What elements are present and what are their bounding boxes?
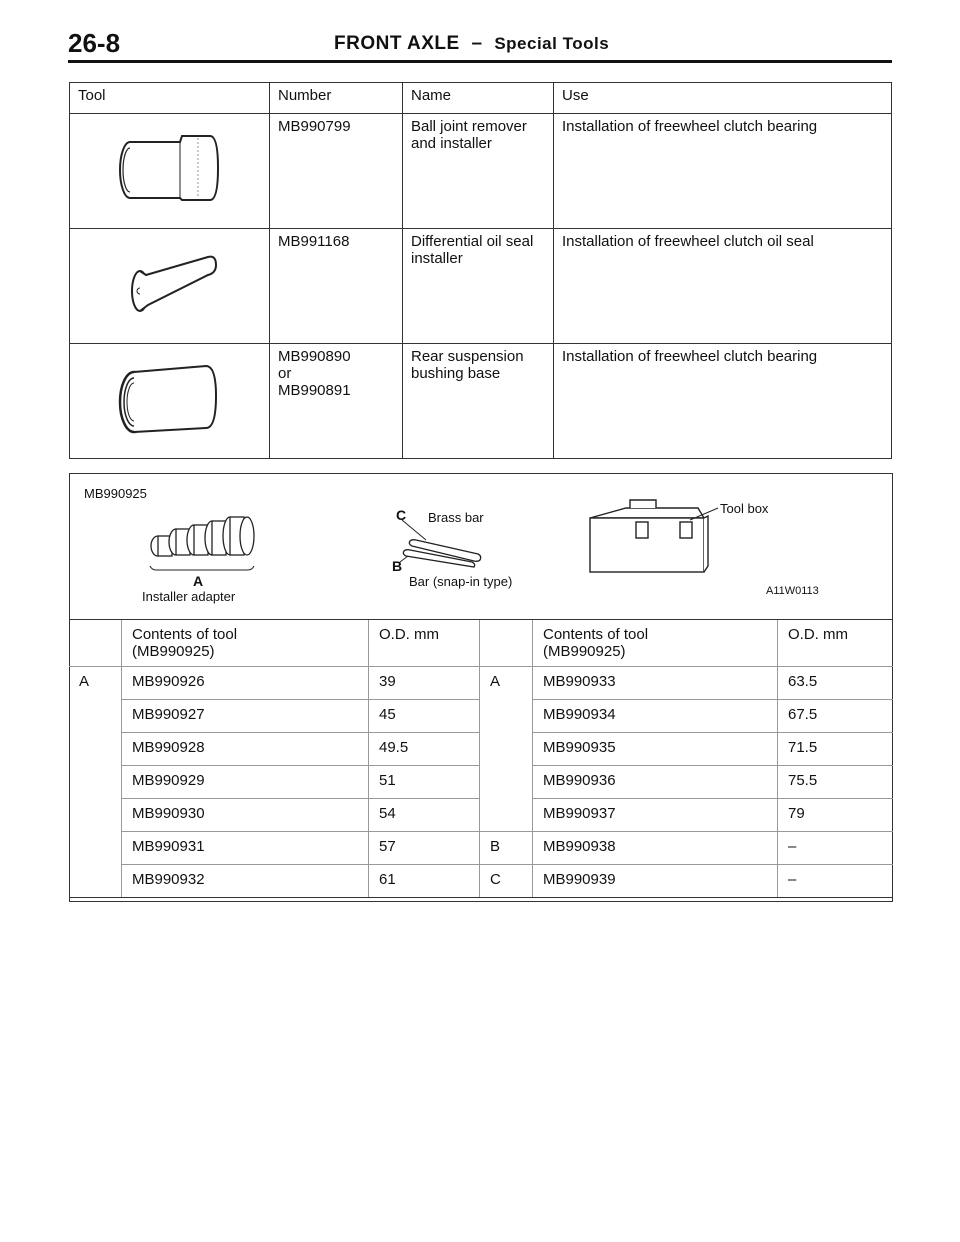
tool-name-cell (403, 229, 554, 344)
table-row (70, 344, 892, 459)
contents-header-line1: Contents of tool (132, 626, 238, 643)
table-row (69, 700, 893, 733)
table-header-row (69, 620, 893, 667)
group-cell: C (480, 865, 533, 898)
label-a-text: Installer adapter (142, 589, 236, 604)
contents-header-line2: (MB990925) (132, 643, 215, 660)
group-cell: A (480, 667, 533, 700)
part-number-cell: MB990936 (533, 766, 778, 799)
group-header-cell (69, 620, 122, 667)
tool-name-line: and installer (411, 135, 492, 152)
column-header-name: Name (403, 83, 554, 114)
od-header-cell: O.D. mm (369, 620, 480, 667)
label-c-text: Brass bar (428, 510, 484, 525)
part-number-cell: MB990932 (122, 865, 369, 898)
contents-header-cell (122, 620, 369, 667)
differential-oil-seal-installer-illustration (110, 243, 230, 323)
part-number-cell: MB990929 (122, 766, 369, 799)
group-cell (69, 832, 122, 865)
tool-name-line: installer (411, 250, 463, 267)
tool-number: MB990799 (278, 118, 351, 135)
part-number-cell: MB990935 (533, 733, 778, 766)
group-cell: B (480, 832, 533, 865)
part-number-cell: MB990938 (533, 832, 778, 865)
od-cell: 45 (369, 700, 480, 733)
tool-name-line: bushing base (411, 365, 501, 382)
tool-name-cell (403, 344, 554, 459)
tool-number: MB990891 (278, 382, 351, 399)
tool-number-cell (270, 344, 403, 459)
label-c: C (396, 507, 407, 523)
od-cell: 67.5 (778, 700, 894, 733)
tool-name-line: Ball joint remover (411, 118, 527, 135)
od-cell: – (778, 865, 894, 898)
od-cell: – (778, 832, 894, 865)
od-cell: 79 (778, 799, 894, 832)
brass-bar-illustration (396, 518, 486, 568)
group-cell (69, 865, 122, 898)
od-cell: 49.5 (369, 733, 480, 766)
table-row (69, 733, 893, 766)
table-header-row (70, 83, 892, 114)
tool-name-line: Rear suspension (411, 348, 524, 365)
contents-header-line1: Contents of tool (543, 626, 649, 643)
column-header-tool: Tool (70, 83, 270, 114)
group-cell (69, 733, 122, 766)
tool-number-or: or (278, 365, 292, 382)
group-cell (69, 766, 122, 799)
tool-image-cell (70, 344, 270, 459)
part-number-cell: MB990931 (122, 832, 369, 865)
part-number-cell: MB990926 (122, 667, 369, 700)
od-cell: 54 (369, 799, 480, 832)
part-number-cell: MB990928 (122, 733, 369, 766)
group-cell (69, 700, 122, 733)
table-row (69, 865, 893, 898)
group-cell (480, 799, 533, 832)
section-title: FRONT AXLE (334, 33, 460, 54)
part-number-cell: MB990937 (533, 799, 778, 832)
od-cell: 57 (369, 832, 480, 865)
tool-image-cell (70, 114, 270, 229)
table-row (69, 667, 893, 700)
tool-image-cell (70, 229, 270, 344)
title-dash: – (471, 33, 483, 54)
part-number-cell: MB990933 (533, 667, 778, 700)
tool-kit-figure (70, 474, 892, 620)
column-header-number: Number (270, 83, 403, 114)
group-cell (480, 700, 533, 733)
figure-code: A11W0113 (766, 585, 819, 597)
contents-header-cell (533, 620, 778, 667)
page-number: 26-8 (68, 28, 121, 58)
ball-joint-remover-installer-illustration (110, 128, 230, 208)
page-title (334, 33, 609, 55)
tool-kit-contents-table (69, 619, 893, 898)
section-subtitle: Special Tools (494, 34, 610, 53)
group-header-cell (480, 620, 533, 667)
table-row (69, 799, 893, 832)
od-cell: 75.5 (778, 766, 894, 799)
special-tools-table (69, 82, 892, 459)
table-row (70, 114, 892, 229)
part-number-cell: MB990930 (122, 799, 369, 832)
tool-use-cell: Installation of freewheel clutch oil seal (554, 229, 892, 344)
tool-number: MB990890 (278, 348, 351, 365)
table-row (69, 766, 893, 799)
od-cell: 39 (369, 667, 480, 700)
header-rule (68, 60, 892, 63)
od-cell: 51 (369, 766, 480, 799)
table-row (70, 229, 892, 344)
tool-name-cell (403, 114, 554, 229)
tool-use-cell: Installation of freewheel clutch bearing (554, 344, 892, 459)
tool-number-cell (270, 114, 403, 229)
toolbox-label: Tool box (720, 501, 769, 516)
column-header-use: Use (554, 83, 892, 114)
group-cell (480, 733, 533, 766)
table-row (69, 832, 893, 865)
label-b-text: Bar (snap-in type) (409, 574, 513, 589)
group-cell: A (69, 667, 122, 700)
od-cell: 71.5 (778, 733, 894, 766)
group-cell (480, 766, 533, 799)
tool-use-cell: Installation of freewheel clutch bearing (554, 114, 892, 229)
od-cell: 61 (369, 865, 480, 898)
label-a: A (193, 573, 204, 589)
part-number-cell: MB990939 (533, 865, 778, 898)
tool-number: MB991168 (278, 233, 350, 250)
tool-name-line: Differential oil seal (411, 233, 534, 250)
kit-number-label: MB990925 (84, 486, 147, 501)
label-b: B (392, 558, 403, 574)
part-number-cell: MB990934 (533, 700, 778, 733)
tool-number-cell (270, 229, 403, 344)
rear-suspension-bushing-base-illustration (110, 358, 230, 438)
od-cell: 63.5 (778, 667, 894, 700)
contents-header-line2: (MB990925) (543, 643, 626, 660)
od-header-cell: O.D. mm (778, 620, 894, 667)
group-cell (69, 799, 122, 832)
installer-adapter-illustration (148, 512, 258, 572)
part-number-cell: MB990927 (122, 700, 369, 733)
